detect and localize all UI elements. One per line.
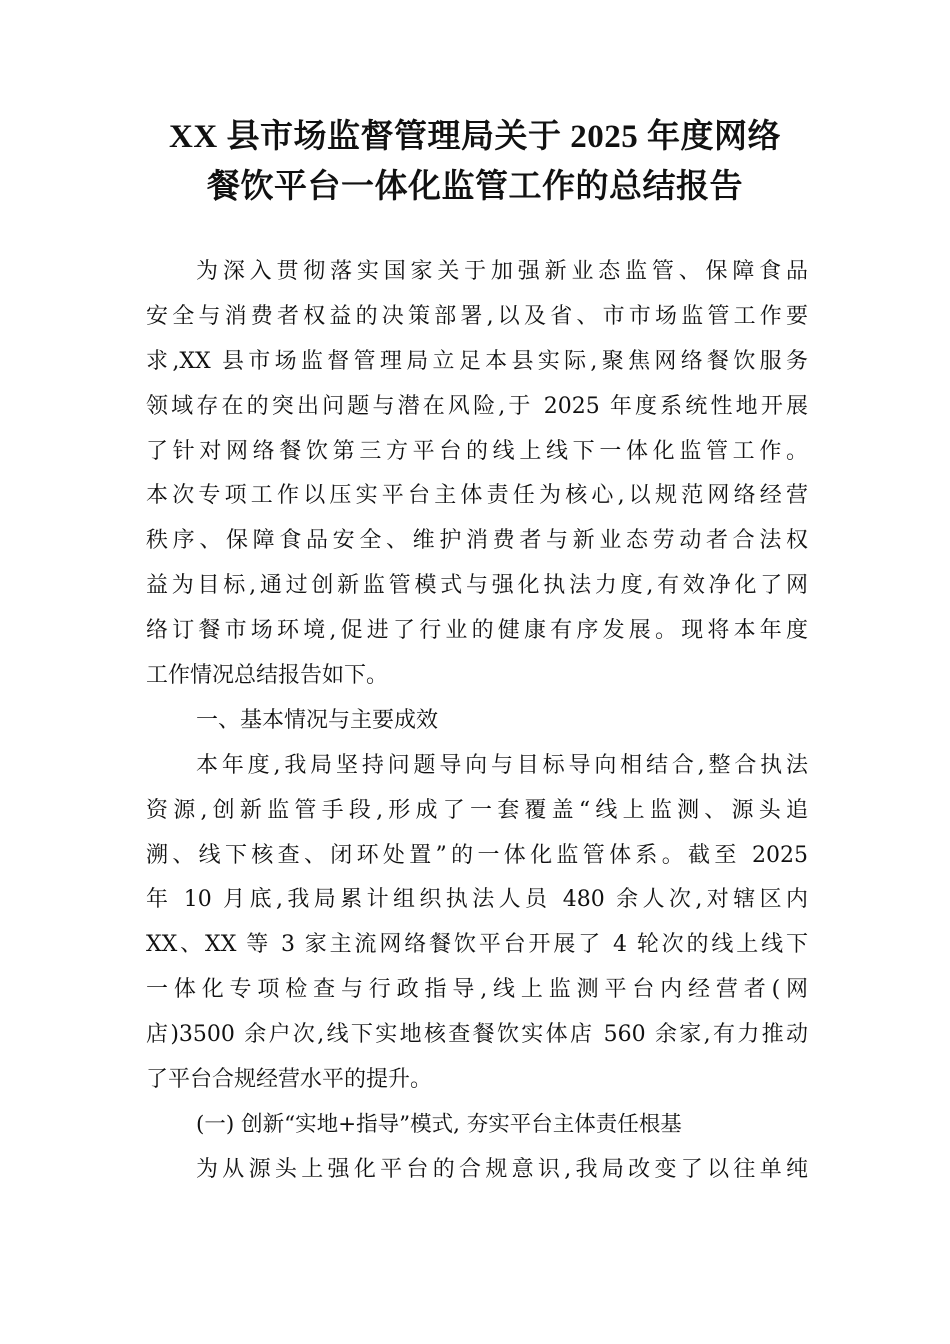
section1-line-2: 资源,创新监管手段,形成了一套覆盖“线上监测、源头追 [146, 797, 808, 823]
section1-line-6: 一体化专项检查与行政指导,线上监测平台内经营者(网 [146, 977, 808, 1003]
section1-line-8: 了平台合规经营水平的提升。 [146, 1067, 433, 1093]
title-line-2: 餐饮平台一体化监管工作的总结报告 [207, 169, 743, 205]
section-heading-1: 一、基本情况与主要成效 [196, 707, 439, 733]
intro-line-5: 了针对网络餐饮第三方平台的线上线下一体化监管工作。 [146, 438, 808, 464]
intro-line-6: 本次专项工作以压实平台主体责任为核心,以规范网络经营 [146, 483, 808, 509]
intro-line-8: 益为目标,通过创新监管模式与强化执法力度,有效净化了网 [146, 573, 808, 599]
section1-line-1: 本年度,我局坚持问题导向与目标导向相结合,整合执法 [196, 752, 808, 778]
subsection1-line-1: 为从源头上强化平台的合规意识,我局改变了以往单纯 [196, 1156, 808, 1182]
title-line-1: XX 县市场监督管理局关于 2025 年度网络 [169, 119, 781, 155]
section1-line-5: XX、XX 等 3 家主流网络餐饮平台开展了 4 轮次的线上线下 [146, 932, 808, 958]
section1-line-4: 年 10 月底,我局累计组织执法人员 480 余人次,对辖区内 [146, 887, 808, 913]
section1-line-7: 店)3500 余户次,线下实地核查餐饮实体店 560 余家,有力推动 [146, 1022, 808, 1048]
intro-line-2: 安全与消费者权益的决策部署,以及省、市市场监管工作要 [146, 303, 808, 329]
section1-line-3: 溯、线下核查、闭环处置”的一体化监管体系。截至 2025 [146, 842, 808, 868]
intro-line-4: 领域存在的突出问题与潜在风险,于 2025 年度系统性地开展 [146, 393, 808, 419]
intro-line-3: 求,XX 县市场监督管理局立足本县实际,聚焦网络餐饮服务 [146, 348, 808, 374]
document-body [146, 250, 808, 1193]
intro-line-7: 秩序、保障食品安全、维护消费者与新业态劳动者合法权 [146, 528, 808, 554]
intro-line-9: 络订餐市场环境,促进了行业的健康有序发展。现将本年度 [146, 618, 808, 644]
intro-line-10: 工作情况总结报告如下。 [146, 663, 389, 689]
subsection-heading-1: (一) 创新“实地+指导”模式, 夯实平台主体责任根基 [196, 1111, 682, 1137]
intro-line-1: 为深入贯彻落实国家关于加强新业态监管、保障食品 [196, 259, 808, 284]
document-title [120, 112, 830, 212]
